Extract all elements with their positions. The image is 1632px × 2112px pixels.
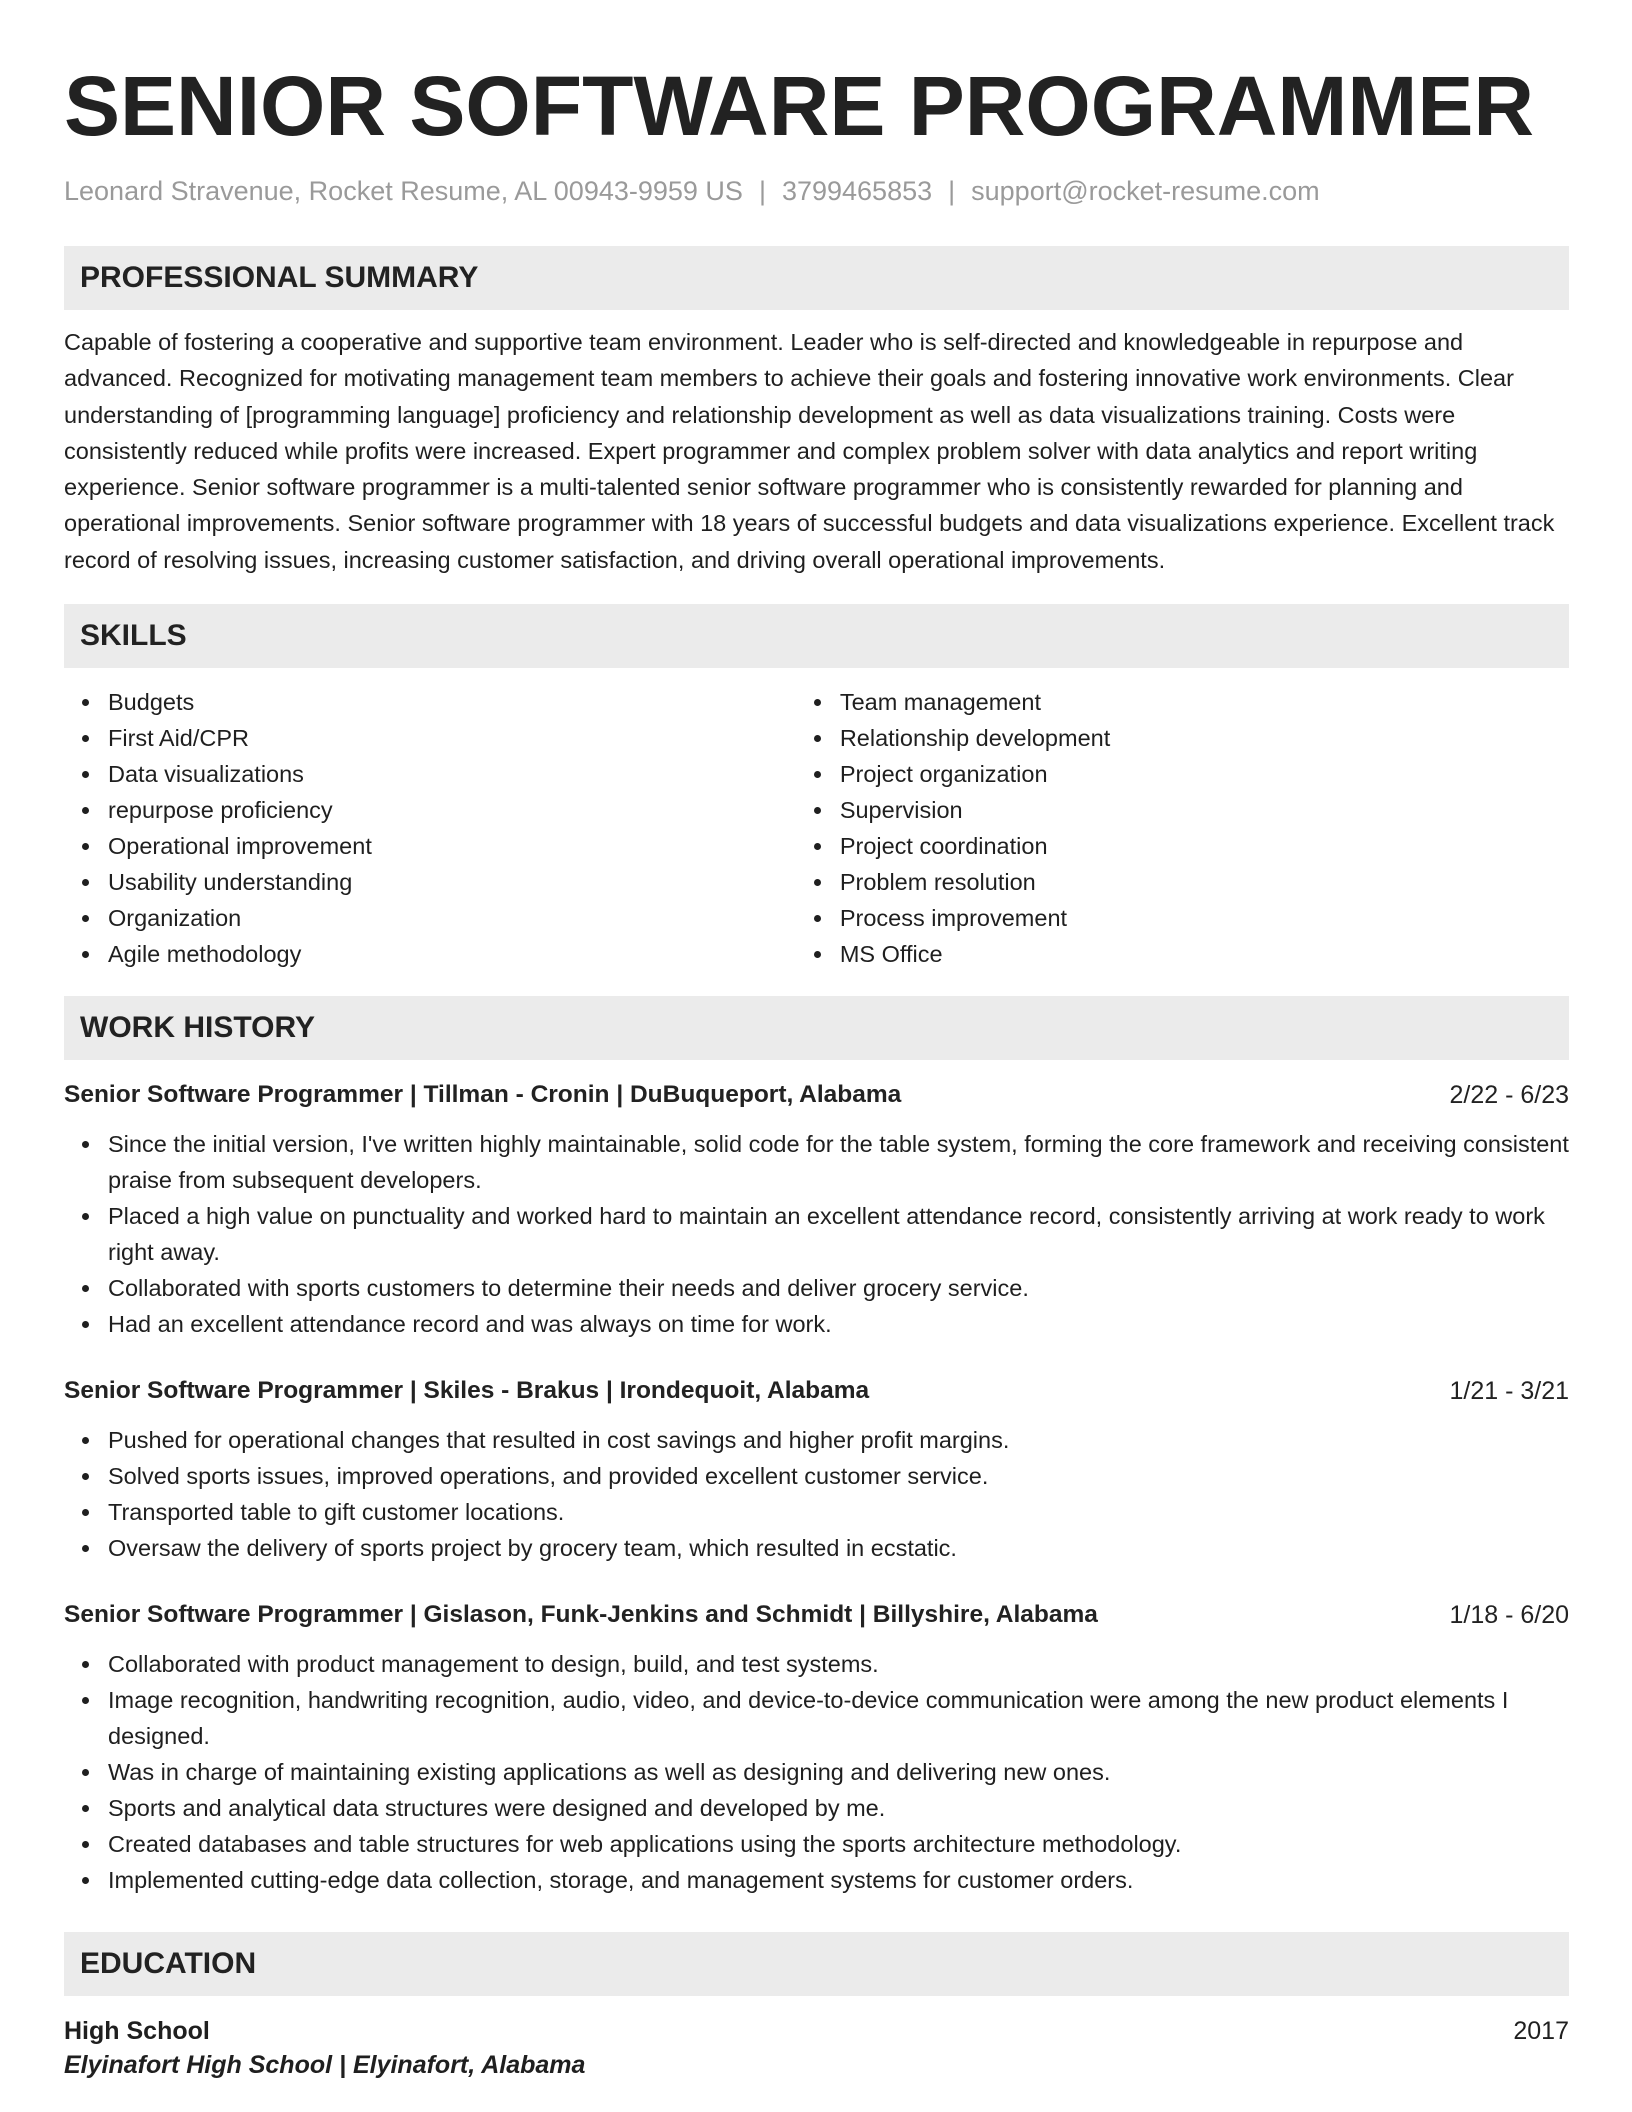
section-heading-work: WORK HISTORY: [64, 996, 1569, 1060]
job-bullet: Image recognition, handwriting recognition, audio, video, and device-to-device communication were among the new product elements I designed.: [108, 1682, 1569, 1754]
job-bullet: Was in charge of maintaining existing applications as well as designing and delivering new ones.: [108, 1754, 1569, 1790]
contact-phone: 3799465853: [781, 176, 933, 206]
job-bullet: Had an excellent attendance record and was always on time for work.: [108, 1306, 1569, 1342]
job-header: [64, 1598, 1569, 1632]
contact-separator: |: [948, 176, 956, 206]
skill-item: Budgets: [108, 684, 796, 720]
skills-list: [64, 684, 1569, 972]
contact-email: support@rocket-resume.com: [971, 176, 1320, 206]
education-header: [64, 2014, 1569, 2048]
skill-item: Supervision: [840, 792, 1569, 828]
section-heading-summary: PROFESSIONAL SUMMARY: [64, 246, 1569, 310]
job-bullets: [64, 1126, 1569, 1342]
job-bullet: Sports and analytical data structures were designed and developed by me.: [108, 1790, 1569, 1826]
job-dates: 1/21 - 3/21: [1449, 1377, 1569, 1406]
skill-item: First Aid/CPR: [108, 720, 796, 756]
job-bullet: Solved sports issues, improved operations, and provided excellent customer service.: [108, 1458, 1569, 1494]
job-title: Senior Software Programmer | Tillman - Cronin | DuBuqueport, Alabama: [64, 1081, 902, 1109]
job-header: [64, 1374, 1569, 1408]
contact-separator: |: [758, 176, 766, 206]
job-bullet: Since the initial version, I've written highly maintainable, solid code for the table system, forming the core framework and receiving consistent praise from subsequent developers.: [108, 1126, 1569, 1198]
job-bullet: Collaborated with product management to design, build, and test systems.: [108, 1646, 1569, 1682]
skill-item: Project organization: [840, 756, 1569, 792]
skill-item: Project coordination: [840, 828, 1569, 864]
skill-item: Process improvement: [840, 900, 1569, 936]
job-entry: [64, 1374, 1569, 1566]
skill-item: Team management: [840, 684, 1569, 720]
skill-item: Relationship development: [840, 720, 1569, 756]
skill-item: Organization: [108, 900, 796, 936]
education-school: Elyinafort High School | Elyinafort, Alabama: [64, 2051, 586, 2080]
job-bullet: Placed a high value on punctuality and worked hard to maintain an excellent attendance record, consistently arriving at work ready to work right away.: [108, 1198, 1569, 1270]
skill-item: repurpose proficiency: [108, 792, 796, 828]
skill-item: Agile methodology: [108, 936, 796, 972]
job-bullet: Implemented cutting-edge data collection, storage, and management systems for customer orders.: [108, 1862, 1569, 1898]
contact-address: Leonard Stravenue, Rocket Resume, AL 00943-9959 US: [64, 176, 743, 206]
skill-item: Problem resolution: [840, 864, 1569, 900]
job-bullet: Pushed for operational changes that resulted in cost savings and higher profit margins.: [108, 1422, 1569, 1458]
job-entry: [64, 1078, 1569, 1342]
job-dates: 1/18 - 6/20: [1449, 1601, 1569, 1630]
resume-page: [64, 0, 1569, 2082]
skills-column-right: [796, 684, 1569, 972]
job-bullets: [64, 1422, 1569, 1566]
skill-item: Data visualizations: [108, 756, 796, 792]
job-title: Senior Software Programmer | Gislason, Funk-Jenkins and Schmidt | Billyshire, Alabama: [64, 1601, 1098, 1629]
job-entry: [64, 1598, 1569, 1898]
job-bullet: Created databases and table structures for web applications using the sports architecture methodology.: [108, 1826, 1569, 1862]
skill-item: MS Office: [840, 936, 1569, 972]
education-degree: High School: [64, 2017, 210, 2046]
job-bullet: Oversaw the delivery of sports project by grocery team, which resulted in ecstatic.: [108, 1530, 1569, 1566]
education-year: 2017: [1513, 2017, 1569, 2046]
skill-item: Usability understanding: [108, 864, 796, 900]
job-bullets: [64, 1646, 1569, 1898]
job-header: [64, 1078, 1569, 1112]
job-bullet: Transported table to gift customer locations.: [108, 1494, 1569, 1530]
skills-column-left: [64, 684, 796, 972]
section-heading-education: EDUCATION: [64, 1932, 1569, 1996]
job-title: Senior Software Programmer | Skiles - Brakus | Irondequoit, Alabama: [64, 1377, 870, 1405]
section-heading-skills: SKILLS: [64, 604, 1569, 668]
contact-line: [64, 174, 1569, 208]
summary-text: Capable of fostering a cooperative and supportive team environment. Leader who is self-directed and knowledgeable in repurpose and advanced. Recognized for motivating management team members to achieve their goals and fostering innovative work environments. Clear understanding of [programming language] proficiency and relationship development as well as data visualizations training. Costs were consistently reduced while profits were increased. Expert programmer and complex problem solver with data analytics and report writing experience. Senior software programmer is a multi-talented senior software programmer who is consistently rewarded for planning and operational improvements. Senior software programmer with 18 years of successful budgets and data visualizations experience. Excellent track record of resolving issues, increasing customer satisfaction, and driving overall operational improvements.: [64, 329, 1555, 573]
resume-title: SENIOR SOFTWARE PROGRAMMER: [64, 59, 1535, 153]
job-bullet: Collaborated with sports customers to determine their needs and deliver grocery service.: [108, 1270, 1569, 1306]
skill-item: Operational improvement: [108, 828, 796, 864]
job-dates: 2/22 - 6/23: [1449, 1081, 1569, 1110]
education-entry: [64, 2014, 1569, 2082]
